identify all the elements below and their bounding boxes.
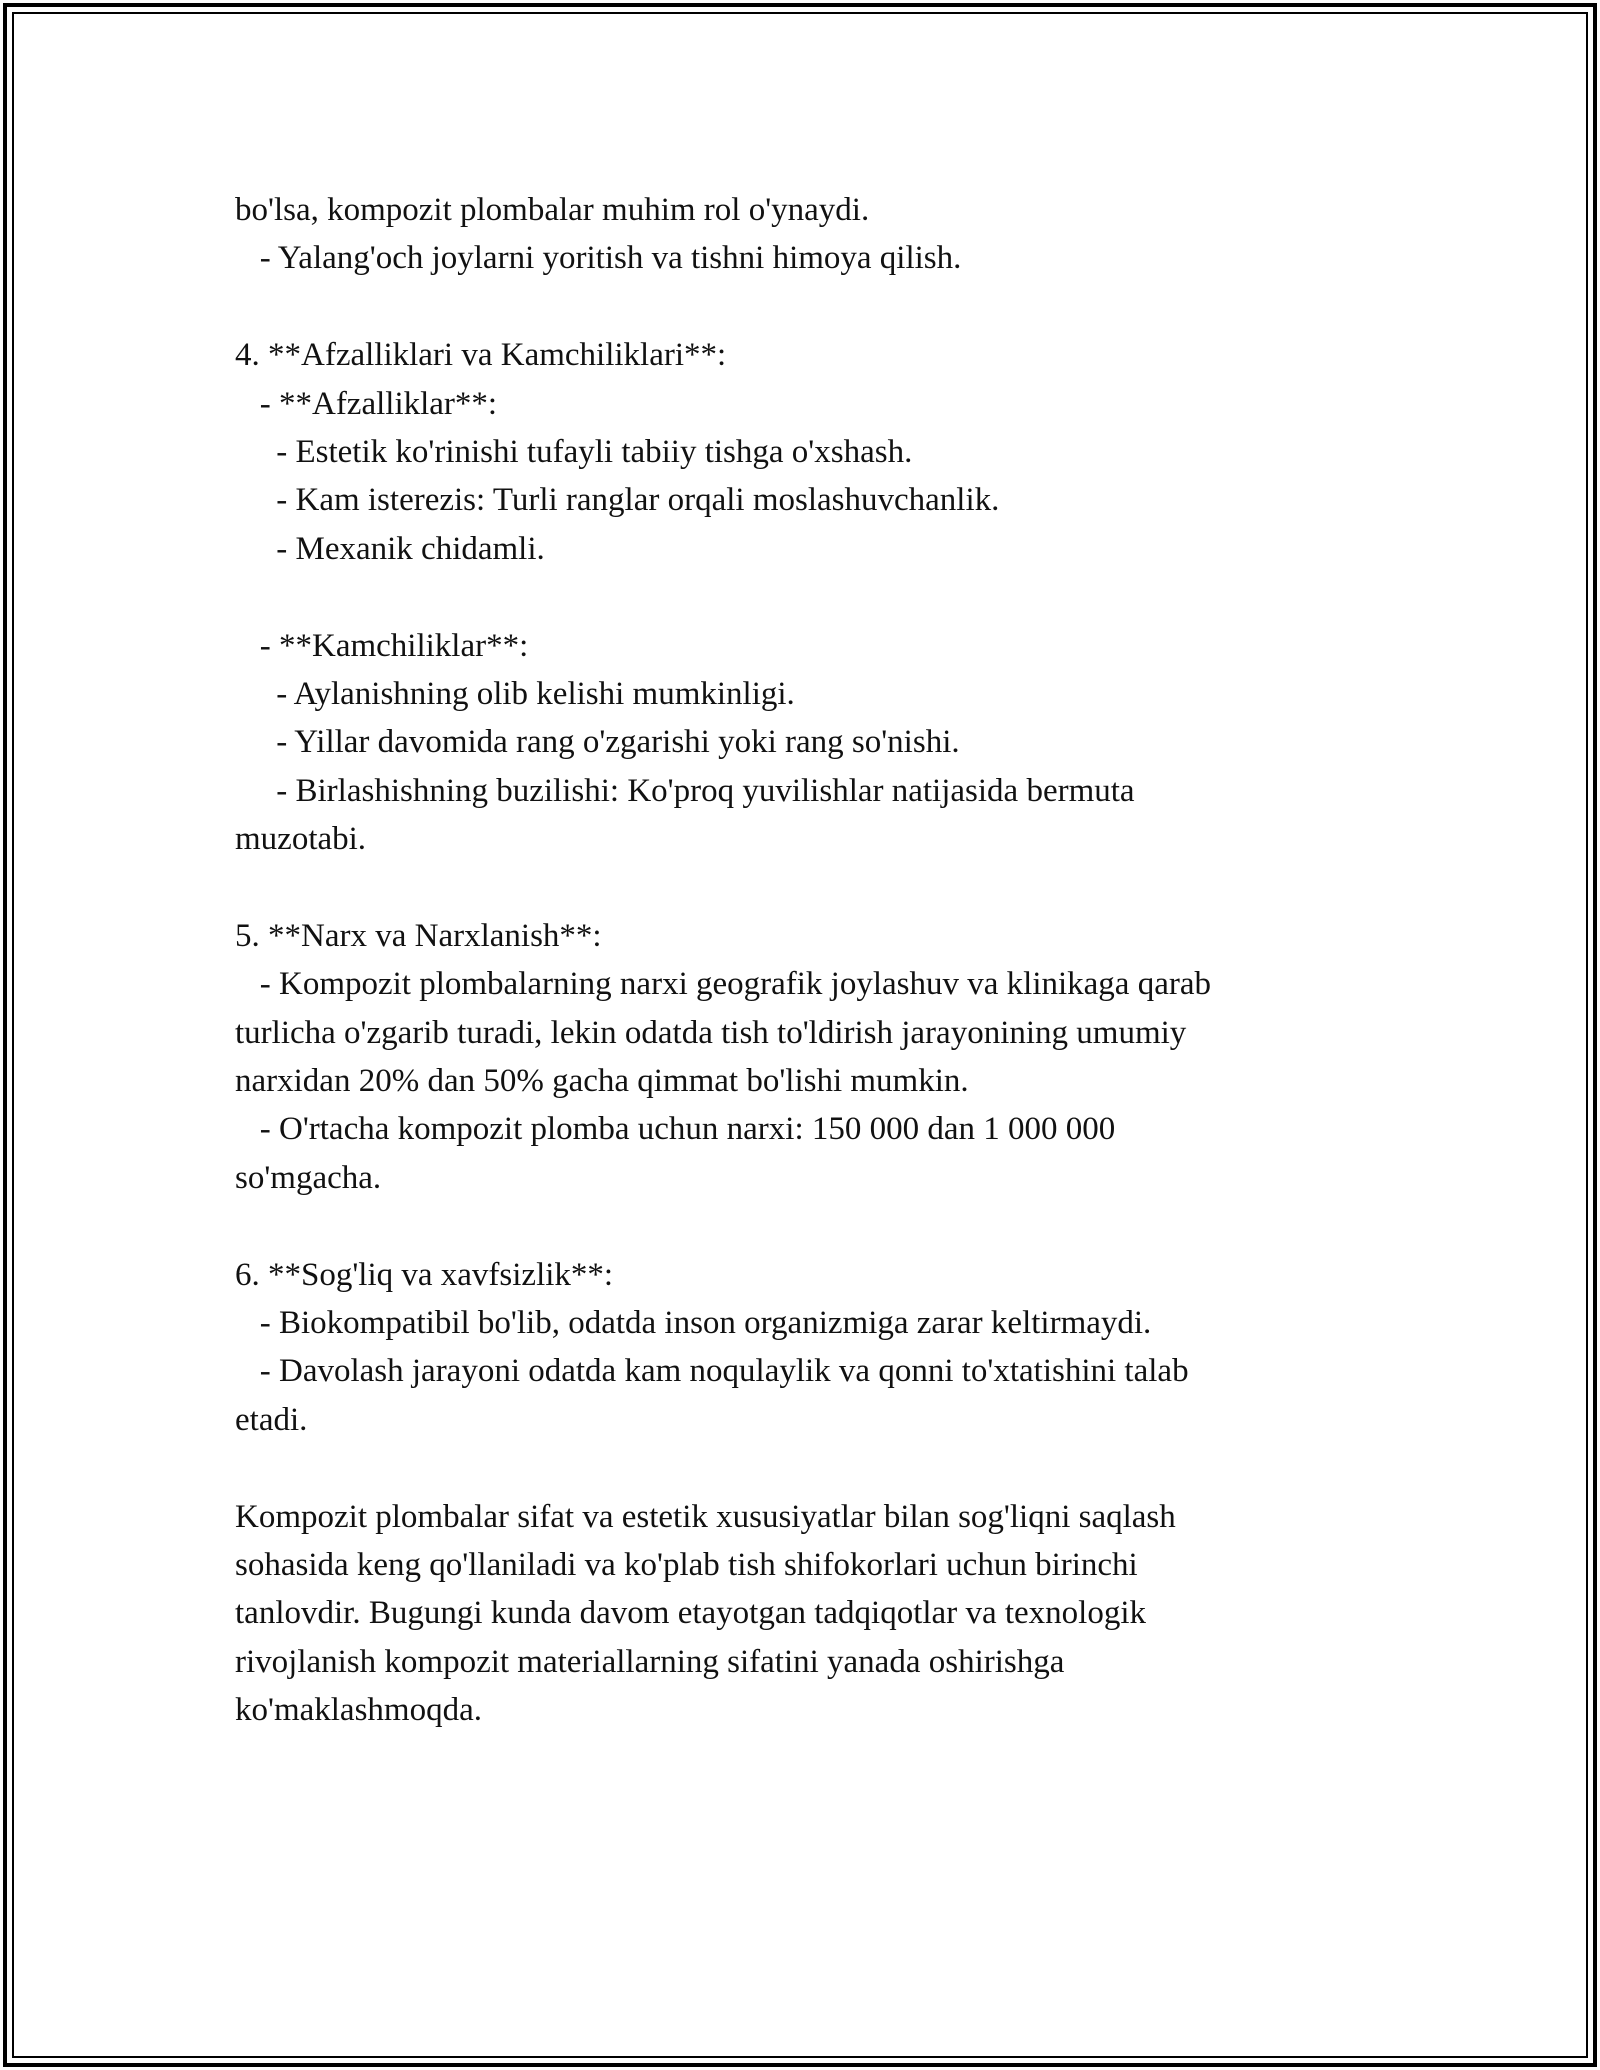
blank-line (235, 1202, 1385, 1250)
conclusion-line: tanlovdir. Bugungi kunda davom etayotgan tadqiqotlar va texnologik (235, 1595, 1146, 1632)
subheading-afzalliklar: - **Afzalliklar**: (235, 385, 498, 422)
list-item: - Mexanik chidamli. (235, 530, 545, 567)
blank-line (235, 1444, 1385, 1492)
list-item: - Davolash jarayoni odatda kam noqulaylik va qonni to'xtatishini talab (235, 1353, 1189, 1390)
conclusion-line: rivojlanish kompozit materiallarning sifatini yanada oshirishga (235, 1643, 1065, 1680)
text-line: narxidan 20% dan 50% gacha qimmat bo'lishi mumkin. (235, 1063, 969, 1100)
text-line: muzotabi. (235, 821, 367, 858)
section-heading-5: 5. **Narx va Narxlanish**: (235, 917, 602, 954)
conclusion-line: sohasida keng qo'llaniladi va ko'plab tish shifokorlari uchun birinchi (235, 1546, 1138, 1583)
blank-line (235, 573, 1385, 621)
list-item: - Biokompatibil bo'lib, odatda inson organizmiga zarar keltirmaydi. (235, 1304, 1152, 1341)
list-item: - Aylanishning olib kelishi mumkinligi. (235, 675, 795, 712)
list-item: - Birlashishning buzilishi: Ko'proq yuvilishlar natijasida bermuta (235, 772, 1135, 809)
document-body (235, 186, 1385, 1735)
subheading-kamchiliklar: - **Kamchiliklar**: (235, 627, 529, 664)
list-item: - Estetik ko'rinishi tufayli tabiiy tishga o'xshash. (235, 433, 913, 470)
list-item: - O'rtacha kompozit plomba uchun narxi: 150 000 dan 1 000 000 (235, 1111, 1116, 1148)
list-item: - Kam isterezis: Turli ranglar orqali moslashuvchanlik. (235, 482, 1000, 519)
text-line: bo'lsa, kompozit plombalar muhim rol o'ynaydi. (235, 192, 870, 228)
conclusion-line: Kompozit plombalar sifat va estetik xususiyatlar bilan sog'liqni saqlash (235, 1498, 1176, 1535)
list-item: - Yillar davomida rang o'zgarishi yoki rang so'nishi. (235, 724, 960, 761)
text-line: turlicha o'zgarib turadi, lekin odatda tish to'ldirish jarayonining umumiy (235, 1014, 1187, 1051)
list-item: - Kompozit plombalarning narxi geografik joylashuv va klinikaga qarab (235, 966, 1211, 1003)
section-heading-6: 6. **Sog'liq va xavfsizlik**: (235, 1256, 614, 1293)
blank-line (235, 283, 1385, 331)
text-line: so'mgacha. (235, 1159, 382, 1196)
blank-line (235, 863, 1385, 911)
conclusion-line: ko'maklashmoqda. (235, 1692, 482, 1729)
text-line: etadi. (235, 1401, 308, 1438)
list-item: - Yalang'och joylarni yoritish va tishni himoya qilish. (235, 240, 962, 277)
section-heading-4: 4. **Afzalliklari va Kamchiliklari**: (235, 337, 727, 374)
